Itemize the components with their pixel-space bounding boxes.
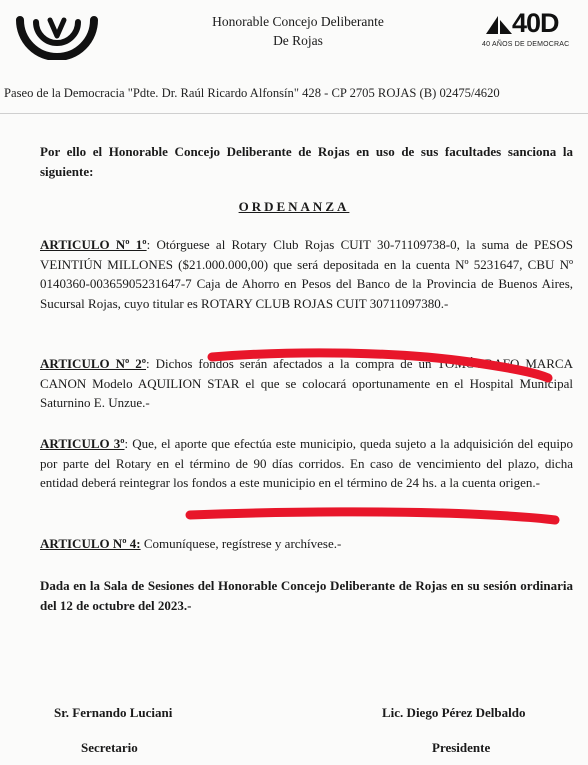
council-name-line2: De Rojas [273, 33, 323, 48]
intro-paragraph: Por ello el Honorable Concejo Deliberante de Rojas en uso de sus facultades sanciona la siguiente: [40, 144, 573, 179]
badge-caption: 40 AÑOS DE DEMOCRAC [482, 41, 570, 48]
article-4-text: Comuníquese, regístrese y archívese.- [140, 536, 342, 551]
article-1-heading: ARTICULO Nº 1º [40, 237, 147, 252]
article-3-heading: ARTICULO 3º [40, 436, 125, 451]
article-2-separator: : [146, 356, 150, 371]
article-3 [40, 434, 573, 493]
signature-president-role: Presidente [432, 740, 491, 755]
signature-secretary-role: Secretario [81, 740, 138, 755]
article-4 [40, 534, 573, 554]
signature-secretary-name: Sr. Fernando Luciani [54, 705, 173, 720]
article-3-text: Que, el aporte que efectúa este municipio, queda sujeto a la adquisición del equipo por parte del Rotary en el término de 90 días corridos. En caso de vencimiento del plazo, dicha entidad deberá reintegrar los fondos a este municipio en el término de 24 hs. a la cuenta origen.- [40, 436, 574, 491]
document-title [0, 199, 588, 215]
address-line: Paseo de la Democracia "Pdte. Dr. Raúl Ricardo Alfonsín" 428 - CP 2705 ROJAS (B) 02475/4620 [4, 86, 500, 100]
article-2-heading: ARTICULO Nº 2º [40, 356, 147, 371]
council-name [180, 12, 416, 50]
article-2-text: Dichos fondos serán afectados a la compra de un TOMÓGRAFO MARCA CANON Modelo AQUILION STAR el que se colocará oportunamente en el Hospital Municipal Saturnino E. Unzue.- [40, 356, 573, 411]
democracy-40-years-badge [482, 10, 588, 56]
council-name-line1: Honorable Concejo Deliberante [212, 14, 384, 29]
badge-number: 40D [512, 10, 559, 38]
sail-icon [484, 14, 514, 36]
article-1-text: Otórguese al Rotary Club Rojas CUIT 30-71109738-0, la suma de PESOS VEINTIÚN MILLONES ($21.000.000,00) que será depositada en la cuenta Nº 5231647, CBU Nº 0140360-00365905231647-7 Caja de Ahorro en Pesos del Banco de la Provincia de Buenos Aires, Sucursal Rojas, cuyo titular es ROTARY CLUB ROJAS CUIT 30711097380.- [40, 237, 573, 311]
article-2 [40, 354, 573, 413]
header-divider [0, 113, 588, 114]
highlight-stroke-article-3 [190, 512, 555, 520]
council-logo-icon [14, 10, 100, 60]
signature-president-name: Lic. Diego Pérez Delbaldo [382, 705, 526, 720]
article-4-heading: ARTICULO Nº 4: [40, 536, 141, 551]
closing-paragraph: Dada en la Sala de Sesiones del Honorable Concejo Deliberante de Rojas en su sesión ordinaria del 12 de octubre del 2023.- [40, 578, 573, 613]
document-title-text: ORDENANZA [238, 199, 350, 214]
article-3-separator: : [124, 436, 129, 451]
article-1 [40, 235, 573, 313]
article-1-separator: : [146, 237, 151, 252]
